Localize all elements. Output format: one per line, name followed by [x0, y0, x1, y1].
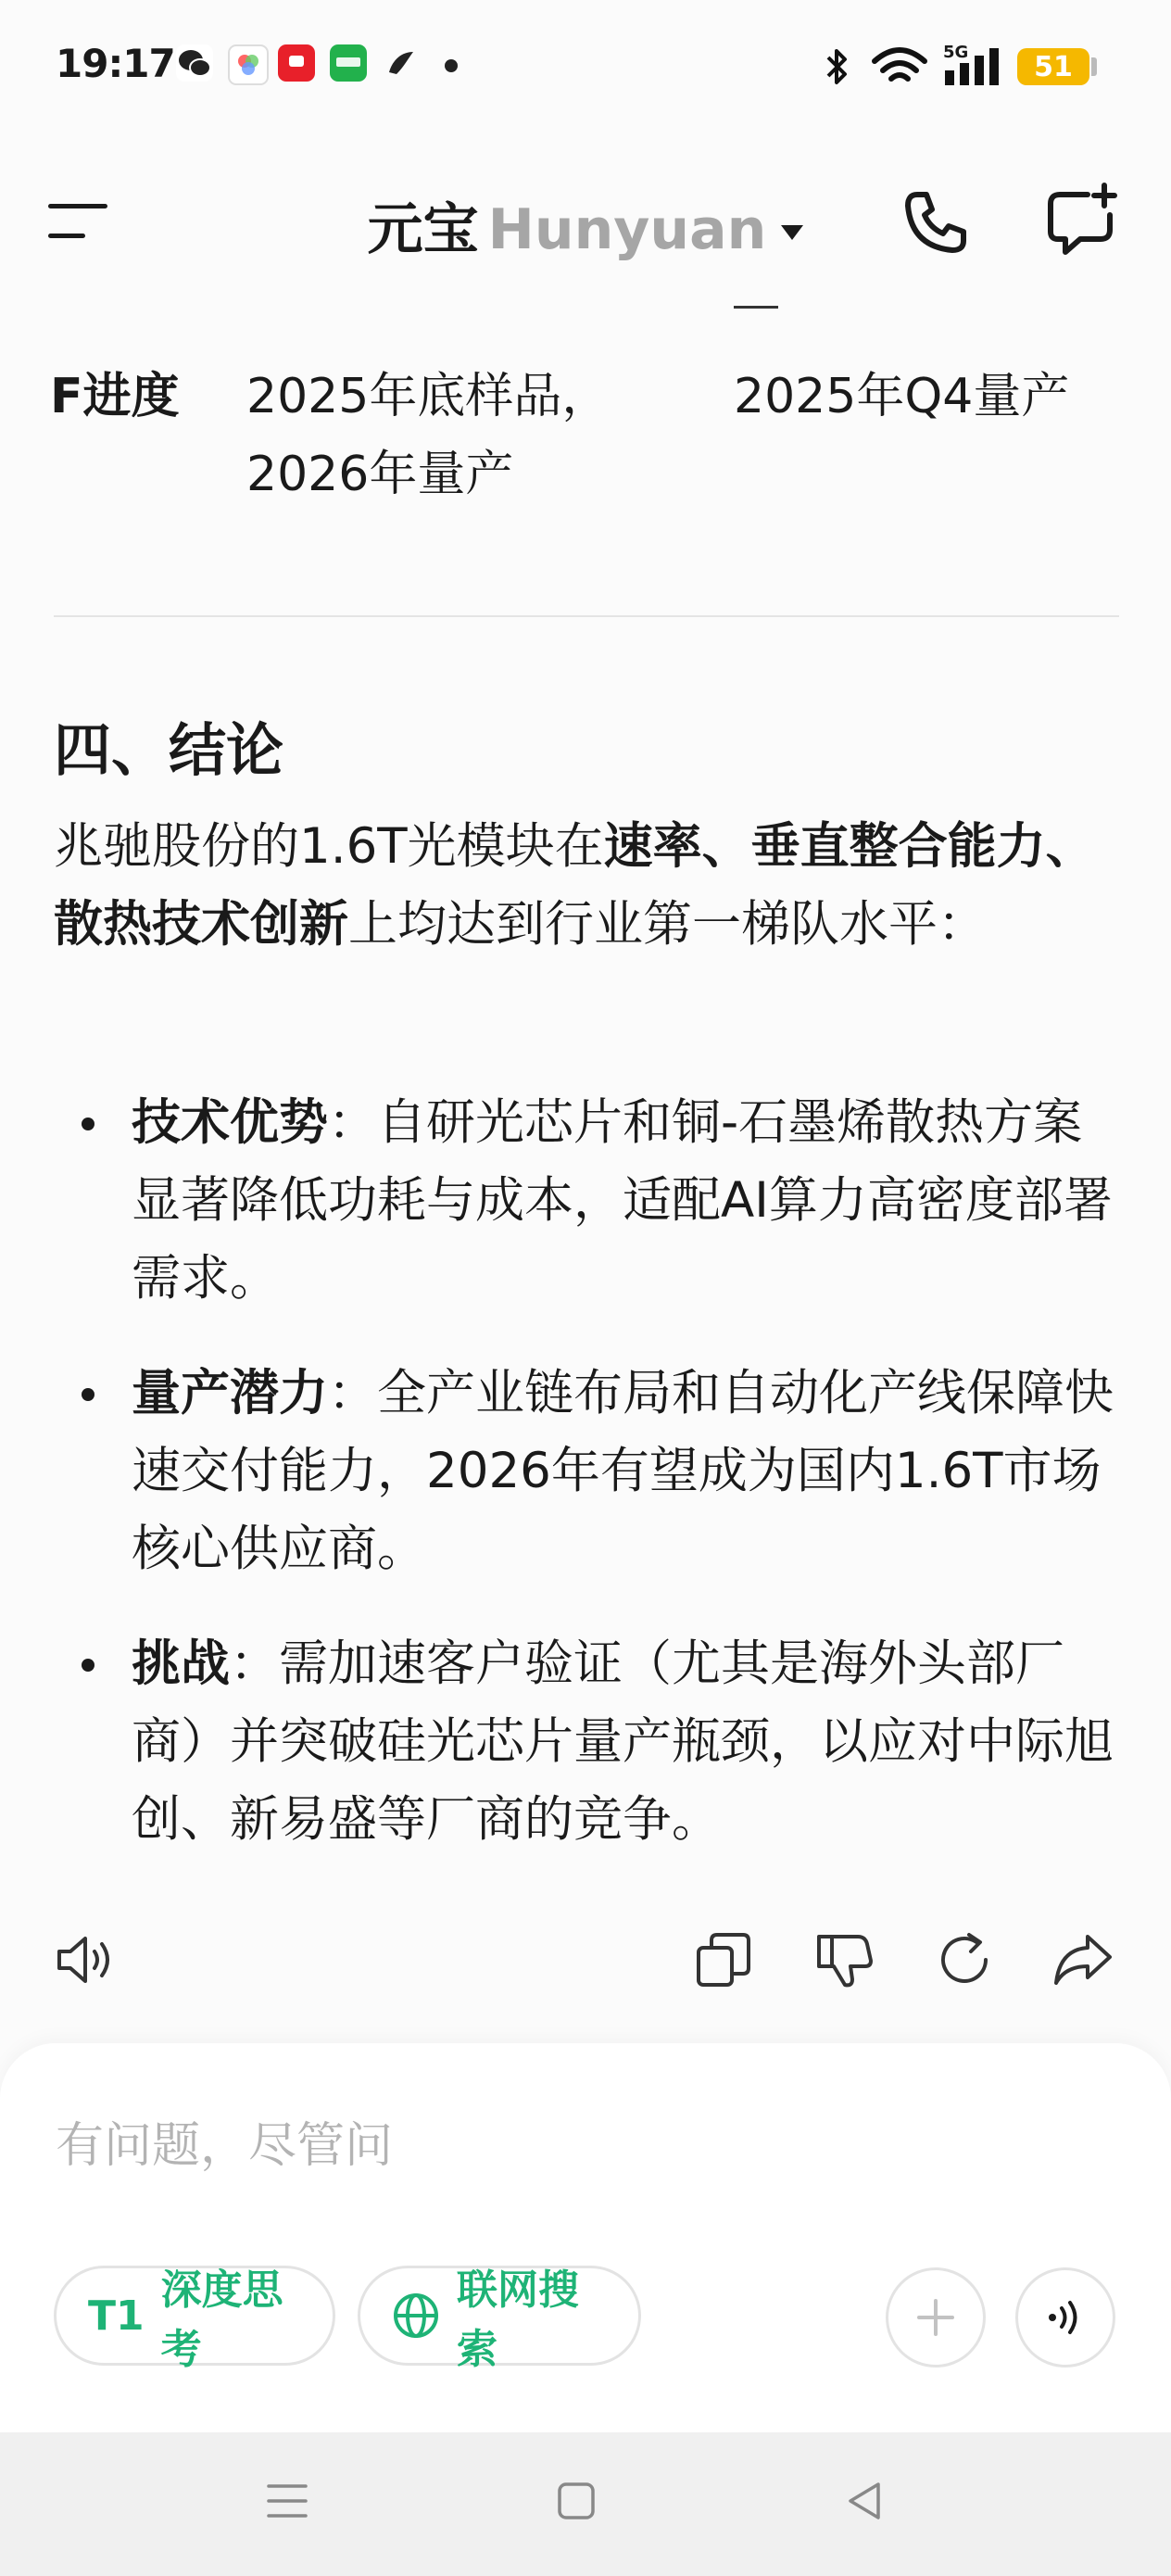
web-search-label: 联网搜索: [457, 2267, 579, 2373]
section-title: 四、结论: [54, 716, 284, 784]
para-bold: 速率、垂直整合能力、散热技术创新: [54, 818, 1095, 953]
table-cell-a: 2025年底样品，2026年量产: [246, 369, 611, 502]
bullet-text: ：自研光芯片和铜-石墨烯散热方案显著降低功耗与成本，适配AI算力高密度部署需求。: [132, 1094, 1113, 1307]
bullet-label: 挑战: [132, 1635, 230, 1692]
conclusion-list: [54, 1084, 1128, 1896]
list-item: [54, 1084, 1128, 1318]
table-row-label: F进度: [50, 369, 180, 424]
yuanbao-notify-icon: [382, 44, 419, 82]
conclusion-paragraph: [54, 808, 1128, 964]
wechat-icon: [176, 44, 213, 82]
refresh-icon[interactable]: [932, 1927, 997, 1992]
model-name: Hunyuan: [487, 197, 767, 262]
copy-icon[interactable]: [691, 1927, 756, 1992]
para-prefix: 兆驰股份的1.6T光模块在: [54, 818, 604, 875]
more-notifications-dot: [445, 59, 458, 72]
table-cell-b: 2025年Q4量产: [734, 369, 1070, 424]
voice-icon: [1039, 2292, 1091, 2343]
table-cell-dash: [734, 306, 778, 309]
web-search-toggle[interactable]: [358, 2266, 641, 2373]
model-selector[interactable]: [0, 185, 1171, 265]
t1-badge: T1: [88, 2292, 145, 2340]
bullet-text: ：需加速客户验证（尤其是海外头部厂商）并突破硅光芯片量产瓶颈，以应对中际旭创、新易盛等厂商的竞争。: [132, 1635, 1114, 1848]
phone-icon[interactable]: [899, 185, 973, 259]
prompt-input[interactable]: [54, 2099, 1077, 2193]
add-attachment-button[interactable]: [886, 2267, 986, 2368]
voice-input-button[interactable]: [1015, 2267, 1115, 2368]
globe-icon: [392, 2292, 440, 2340]
news-app-icon: [278, 44, 315, 82]
bullet-label: 技术优势: [132, 1094, 328, 1151]
bullet-text: ：全产业链布局和自动化产线保障快速交付能力，2026年有望成为国内1.6T市场核心供应商。: [132, 1365, 1114, 1577]
status-time: 19:17: [56, 41, 175, 86]
message-actions: [0, 1918, 1171, 2001]
network-type: 5G: [943, 43, 969, 62]
speaker-icon[interactable]: [54, 1927, 119, 1992]
para-suffix: 上均达到行业第一梯队水平：: [348, 896, 987, 953]
system-nav-bar: [0, 2432, 1171, 2576]
deep-think-label: 深度思考: [160, 2267, 283, 2373]
recents-menu-icon[interactable]: [259, 2473, 315, 2529]
deep-think-toggle[interactable]: [54, 2266, 335, 2373]
app-title: 元宝: [367, 197, 479, 262]
bluetooth-icon: [819, 44, 856, 89]
iqiyi-app-icon: [330, 44, 367, 82]
plus-icon: [913, 2295, 958, 2340]
back-triangle-icon[interactable]: [837, 2473, 893, 2529]
chevron-down-icon: [781, 225, 803, 240]
app-header: [0, 158, 1171, 287]
wifi-icon: [871, 46, 928, 87]
battery-tip: [1091, 57, 1097, 76]
new-chat-icon[interactable]: [1043, 182, 1121, 259]
share-icon[interactable]: [1051, 1927, 1115, 1992]
signal-icon: [943, 46, 1002, 87]
photos-app-icon: [228, 44, 269, 85]
section-divider: [54, 615, 1119, 617]
battery-level: 51: [1017, 48, 1089, 85]
thumbs-down-icon[interactable]: [812, 1927, 876, 1992]
home-square-icon[interactable]: [548, 2473, 604, 2529]
list-item: [54, 1625, 1128, 1859]
status-bar: [0, 0, 1171, 139]
bullet-label: 量产潜力: [132, 1365, 328, 1421]
composer-panel: [0, 2043, 1171, 2432]
list-item: [54, 1355, 1128, 1588]
